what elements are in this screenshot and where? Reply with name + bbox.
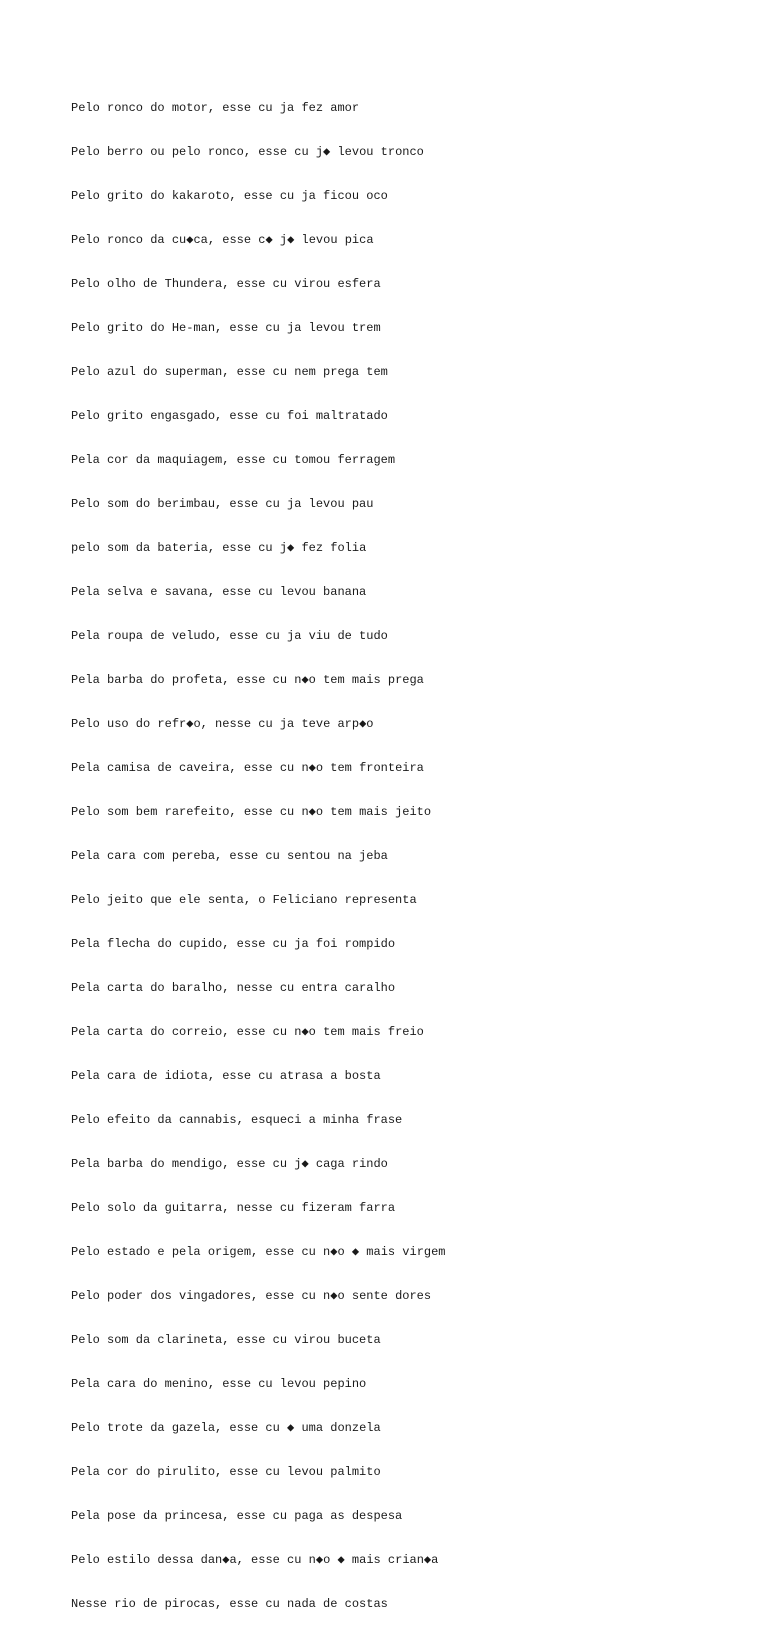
text-line: Pela pose da princesa, esse cu paga as despesa xyxy=(71,1509,403,1524)
text-line: Pela barba do profeta, esse cu n◆o tem mais prega xyxy=(71,673,424,688)
text-line: pelo som da bateria, esse cu j◆ fez folia xyxy=(71,541,367,556)
text-line: Pela cara do menino, esse cu levou pepino xyxy=(71,1377,367,1392)
text-line: Pelo berro ou pelo ronco, esse cu j◆ levou tronco xyxy=(71,145,424,160)
text-line: Pela carta do baralho, nesse cu entra caralho xyxy=(71,981,396,996)
text-line: Pela cor da maquiagem, esse cu tomou ferragem xyxy=(71,453,396,468)
text-line: Pela cara de idiota, esse cu atrasa a bosta xyxy=(71,1069,381,1084)
text-line: Pelo poder dos vingadores, esse cu n◆o sente dores xyxy=(71,1289,432,1304)
text-line: Pela cara com pereba, esse cu sentou na jeba xyxy=(71,849,388,864)
text-line: Pelo ronco do motor, esse cu ja fez amor xyxy=(71,101,360,116)
text-line: Pelo som bem rarefeito, esse cu n◆o tem mais jeito xyxy=(71,805,432,820)
text-line: Pelo olho de Thundera, esse cu virou esfera xyxy=(71,277,381,292)
text-line: Nesse rio de pirocas, esse cu nada de costas xyxy=(71,1597,388,1612)
text-line: Pelo som da clarineta, esse cu virou buceta xyxy=(71,1333,381,1348)
text-line: Pela flecha do cupido, esse cu ja foi rompido xyxy=(71,937,396,952)
text-line: Pelo uso do refr◆o, nesse cu ja teve arp◆o xyxy=(71,717,374,732)
text-line: Pela camisa de caveira, esse cu n◆o tem fronteira xyxy=(71,761,424,776)
text-line: Pelo ronco da cu◆ca, esse c◆ j◆ levou pica xyxy=(71,233,374,248)
text-line: Pelo grito do He-man, esse cu ja levou trem xyxy=(71,321,381,336)
document-text xyxy=(71,72,446,1641)
text-line: Pelo efeito da cannabis, esqueci a minha frase xyxy=(71,1113,403,1128)
text-line: Pelo grito do kakaroto, esse cu ja ficou oco xyxy=(71,189,388,204)
text-line: Pelo estado e pela origem, esse cu n◆o ◆ mais virgem xyxy=(71,1245,446,1260)
text-line: Pela cor do pirulito, esse cu levou palmito xyxy=(71,1465,381,1480)
text-line: Pela roupa de veludo, esse cu ja viu de tudo xyxy=(71,629,388,644)
text-line: Pelo grito engasgado, esse cu foi maltratado xyxy=(71,409,388,424)
text-line: Pela selva e savana, esse cu levou banana xyxy=(71,585,367,600)
text-line: Pelo azul do superman, esse cu nem prega tem xyxy=(71,365,388,380)
text-line: Pelo trote da gazela, esse cu ◆ uma donzela xyxy=(71,1421,381,1436)
text-line: Pelo solo da guitarra, nesse cu fizeram farra xyxy=(71,1201,396,1216)
text-line: Pela barba do mendigo, esse cu j◆ caga rindo xyxy=(71,1157,388,1172)
text-line: Pelo som do berimbau, esse cu ja levou pau xyxy=(71,497,374,512)
text-line: Pela carta do correio, esse cu n◆o tem mais freio xyxy=(71,1025,424,1040)
text-line: Pelo jeito que ele senta, o Feliciano representa xyxy=(71,893,417,908)
text-line: Pelo estilo dessa dan◆a, esse cu n◆o ◆ mais crian◆a xyxy=(71,1553,439,1568)
